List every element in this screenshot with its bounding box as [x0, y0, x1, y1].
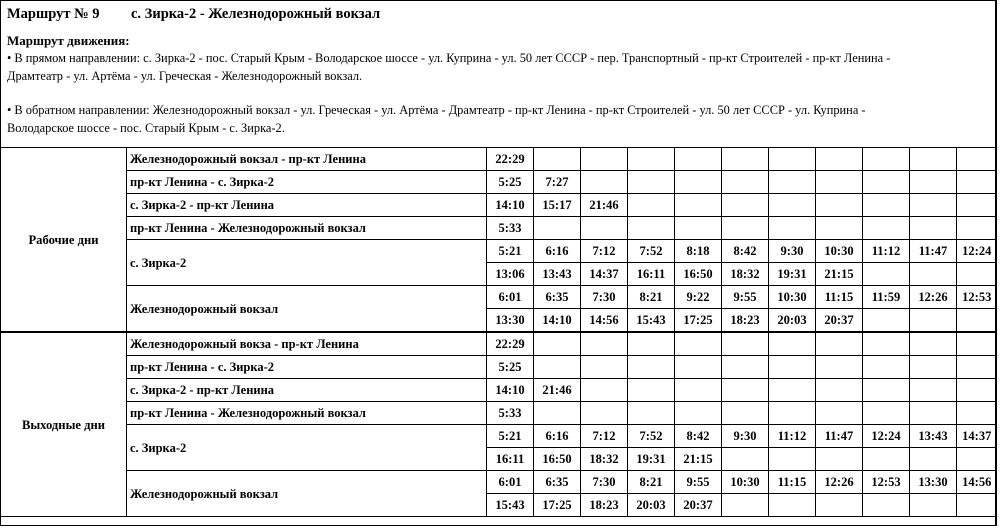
departure-time: 5:33 [487, 402, 534, 425]
departure-time: 12:24 [863, 425, 910, 448]
departure-time [628, 171, 675, 194]
departure-time [675, 217, 722, 240]
departure-time: 12:53 [957, 286, 997, 309]
departure-time [863, 356, 910, 379]
departure-time [769, 171, 816, 194]
departure-time [769, 448, 816, 471]
departure-time [816, 494, 863, 517]
departure-time: 5:25 [487, 171, 534, 194]
departure-time [816, 217, 863, 240]
departure-time: 21:15 [675, 448, 722, 471]
departure-time: 10:30 [816, 240, 863, 263]
departure-time [863, 448, 910, 471]
departure-time: 11:15 [816, 286, 863, 309]
departure-time: 9:55 [675, 471, 722, 494]
table-row [1, 402, 997, 425]
departure-time [722, 402, 769, 425]
departure-time: 20:37 [816, 309, 863, 333]
route-segment-name: с. Зирка-2 [127, 425, 487, 471]
departure-time: 6:16 [534, 240, 581, 263]
route-segment-name: с. Зирка-2 [127, 240, 487, 286]
day-type-label: Выходные дни [1, 332, 127, 517]
forward-line: • В прямом направлении: с. Зирка-2 - пос. Старый Крым - Володарское шоссе - ул. Куприна - ул. 50 лет СССР - пер. Транспортный - пр-кт Строителей - пр-кт Ленина - [7, 51, 891, 65]
departure-time [722, 448, 769, 471]
departure-time: 16:11 [487, 448, 534, 471]
departure-time: 6:35 [534, 471, 581, 494]
departure-time: 12:26 [816, 471, 863, 494]
route-segment-name: Железнодорожный вокзал - пр-кт Ленина [127, 148, 487, 171]
departure-time: 9:55 [722, 286, 769, 309]
departure-time [957, 148, 997, 171]
departure-time: 19:31 [628, 448, 675, 471]
forward-line: Драмтеатр - ул. Артёма - ул. Греческая - Железнодорожный вокзал. [7, 69, 363, 83]
departure-time: 16:11 [628, 263, 675, 286]
departure-time [628, 402, 675, 425]
departure-time [769, 194, 816, 217]
departure-time [675, 379, 722, 402]
departure-time: 8:42 [675, 425, 722, 448]
departure-time: 15:17 [534, 194, 581, 217]
departure-time [957, 194, 997, 217]
route-description [7, 49, 992, 137]
departure-time: 8:18 [675, 240, 722, 263]
departure-time: 6:35 [534, 286, 581, 309]
departure-time: 9:30 [722, 425, 769, 448]
departure-time [534, 217, 581, 240]
departure-time: 18:23 [581, 494, 628, 517]
departure-time: 18:23 [722, 309, 769, 333]
departure-time [769, 217, 816, 240]
route-segment-name: с. Зирка-2 - пр-кт Ленина [127, 379, 487, 402]
departure-time [816, 379, 863, 402]
departure-time [863, 379, 910, 402]
departure-time: 14:10 [487, 379, 534, 402]
departure-time: 11:47 [816, 425, 863, 448]
departure-time: 7:12 [581, 425, 628, 448]
table-row [1, 217, 997, 240]
departure-time [863, 332, 910, 356]
departure-time: 14:10 [487, 194, 534, 217]
departure-time: 7:27 [534, 171, 581, 194]
departure-time [863, 194, 910, 217]
departure-time [628, 356, 675, 379]
departure-time: 13:43 [910, 425, 957, 448]
departure-time [816, 356, 863, 379]
route-segment-name: пр-кт Ленина - Железнодорожный вокзал [127, 402, 487, 425]
departure-time [957, 356, 997, 379]
table-row [1, 471, 997, 494]
departure-time: 14:56 [957, 471, 997, 494]
departure-time [769, 494, 816, 517]
departure-time: 14:37 [581, 263, 628, 286]
departure-time [957, 402, 997, 425]
departure-time [581, 217, 628, 240]
table-row [1, 379, 997, 402]
departure-time [957, 171, 997, 194]
departure-time [581, 148, 628, 171]
departure-time [910, 448, 957, 471]
departure-time [957, 332, 997, 356]
departure-time [863, 309, 910, 333]
departure-time [816, 148, 863, 171]
departure-time: 11:12 [863, 240, 910, 263]
departure-time: 6:16 [534, 425, 581, 448]
departure-time [581, 402, 628, 425]
departure-time: 11:47 [910, 240, 957, 263]
departure-time [534, 356, 581, 379]
departure-time [722, 194, 769, 217]
departure-time [816, 194, 863, 217]
departure-time [769, 379, 816, 402]
departure-time: 14:56 [581, 309, 628, 333]
departure-time [628, 194, 675, 217]
departure-time: 5:25 [487, 356, 534, 379]
departure-time: 22:29 [487, 332, 534, 356]
departure-time: 10:30 [722, 471, 769, 494]
departure-time [722, 379, 769, 402]
table-row [1, 425, 997, 448]
route-segment-name: Железнодорожный вокзал [127, 286, 487, 333]
departure-time: 12:53 [863, 471, 910, 494]
departure-time [722, 356, 769, 379]
departure-time: 12:26 [910, 286, 957, 309]
route-title [7, 3, 992, 25]
route-segment-name: пр-кт Ленина - с. Зирка-2 [127, 356, 487, 379]
departure-time [628, 332, 675, 356]
departure-time [863, 171, 910, 194]
departure-time: 11:15 [769, 471, 816, 494]
departure-time [863, 494, 910, 517]
departure-time [957, 309, 997, 333]
departure-time [675, 356, 722, 379]
departure-time [910, 148, 957, 171]
departure-time [675, 402, 722, 425]
departure-time: 13:30 [910, 471, 957, 494]
table-row [1, 171, 997, 194]
departure-time [722, 217, 769, 240]
departure-time [769, 356, 816, 379]
departure-time [816, 402, 863, 425]
departure-time [581, 171, 628, 194]
departure-time [863, 402, 910, 425]
departure-time: 16:50 [534, 448, 581, 471]
departure-time: 16:50 [675, 263, 722, 286]
departure-time: 10:30 [769, 286, 816, 309]
departure-time [722, 148, 769, 171]
route-segment-name: Железнодорожный вокза - пр-кт Ленина [127, 332, 487, 356]
departure-time: 22:29 [487, 148, 534, 171]
departure-time [863, 148, 910, 171]
departure-time [628, 217, 675, 240]
table-row [1, 240, 997, 263]
departure-time: 20:03 [769, 309, 816, 333]
departure-time: 8:21 [628, 471, 675, 494]
departure-time: 21:46 [534, 379, 581, 402]
departure-time: 7:12 [581, 240, 628, 263]
departure-time: 5:21 [487, 425, 534, 448]
departure-time: 17:25 [675, 309, 722, 333]
departure-time: 11:12 [769, 425, 816, 448]
departure-time: 20:37 [675, 494, 722, 517]
route-number: Маршрут № 9 [7, 6, 100, 22]
departure-time [534, 148, 581, 171]
backward-direction [7, 101, 992, 137]
departure-time [816, 448, 863, 471]
departure-time [581, 332, 628, 356]
departure-time [581, 356, 628, 379]
departure-time: 7:30 [581, 471, 628, 494]
departure-time: 9:22 [675, 286, 722, 309]
departure-time [910, 379, 957, 402]
departure-time [957, 217, 997, 240]
departure-time [910, 356, 957, 379]
departure-time [910, 332, 957, 356]
departure-time: 14:37 [957, 425, 997, 448]
departure-time: 21:46 [581, 194, 628, 217]
departure-time [675, 332, 722, 356]
departure-time [722, 332, 769, 356]
departure-time [628, 379, 675, 402]
backward-line: • В обратном направлении: Железнодорожный вокзал - ул. Греческая - ул. Артёма - Драмтеатр - пр-кт Ленина - пр-кт Строителей - ул. 50 лет СССР - ул. Куприна - [7, 103, 866, 117]
departure-time [675, 148, 722, 171]
departure-time: 13:43 [534, 263, 581, 286]
departure-time [534, 332, 581, 356]
departure-time [816, 171, 863, 194]
departure-time [910, 494, 957, 517]
table-row [1, 286, 997, 309]
departure-time [910, 309, 957, 333]
departure-time [769, 402, 816, 425]
departure-time: 9:30 [769, 240, 816, 263]
route-header [7, 3, 992, 137]
departure-time [863, 263, 910, 286]
departure-time: 5:21 [487, 240, 534, 263]
day-type-label: Рабочие дни [1, 148, 127, 333]
departure-time [957, 448, 997, 471]
departure-time [675, 171, 722, 194]
route-segment-name: пр-кт Ленина - Железнодорожный вокзал [127, 217, 487, 240]
departure-time: 7:52 [628, 425, 675, 448]
departure-time: 8:42 [722, 240, 769, 263]
movement-heading: Маршрут движения: [7, 33, 130, 48]
departure-time [863, 217, 910, 240]
departure-time [957, 379, 997, 402]
departure-time [722, 171, 769, 194]
departure-time: 18:32 [722, 263, 769, 286]
departure-time [816, 332, 863, 356]
departure-time: 12:24 [957, 240, 997, 263]
table-row [1, 148, 997, 171]
departure-time: 6:01 [487, 286, 534, 309]
departure-time [722, 494, 769, 517]
departure-time: 13:30 [487, 309, 534, 333]
departure-time: 11:59 [863, 286, 910, 309]
route-name: с. Зирка-2 - Железнодорожный вокзал [131, 6, 381, 22]
departure-time: 15:43 [628, 309, 675, 333]
departure-time: 20:03 [628, 494, 675, 517]
route-segment-name: с. Зирка-2 - пр-кт Ленина [127, 194, 487, 217]
departure-time [675, 194, 722, 217]
departure-time: 17:25 [534, 494, 581, 517]
departure-time: 19:31 [769, 263, 816, 286]
table-row [1, 356, 997, 379]
departure-time: 14:10 [534, 309, 581, 333]
departure-time: 13:06 [487, 263, 534, 286]
departure-time [910, 402, 957, 425]
forward-direction [7, 49, 992, 85]
departure-time [581, 379, 628, 402]
departure-time [957, 263, 997, 286]
departure-time [910, 217, 957, 240]
departure-time: 7:30 [581, 286, 628, 309]
departure-time: 21:15 [816, 263, 863, 286]
departure-time [910, 263, 957, 286]
table-row [1, 194, 997, 217]
departure-time: 8:21 [628, 286, 675, 309]
route-segment-name: пр-кт Ленина - с. Зирка-2 [127, 171, 487, 194]
departure-time [769, 148, 816, 171]
departure-time [534, 402, 581, 425]
departure-time: 6:01 [487, 471, 534, 494]
departure-time [957, 494, 997, 517]
departure-time: 7:52 [628, 240, 675, 263]
backward-line: Володарское шоссе - пос. Старый Крым - с. Зирка-2. [7, 121, 285, 135]
departure-time [769, 332, 816, 356]
departure-time [910, 171, 957, 194]
departure-time [910, 194, 957, 217]
departure-time: 15:43 [487, 494, 534, 517]
table-row [1, 332, 997, 356]
departure-time [628, 148, 675, 171]
schedule-table [0, 147, 997, 517]
departure-time: 5:33 [487, 217, 534, 240]
route-segment-name: Железнодорожный вокзал [127, 471, 487, 517]
departure-time: 18:32 [581, 448, 628, 471]
